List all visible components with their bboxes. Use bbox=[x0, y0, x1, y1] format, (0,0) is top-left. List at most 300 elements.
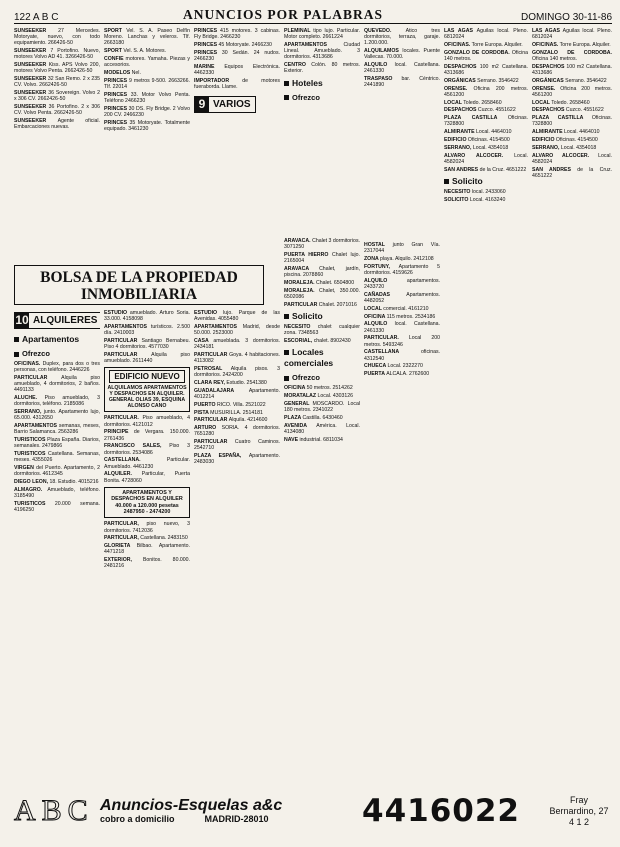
classified-ad bbox=[14, 28, 100, 47]
classified-ad bbox=[14, 465, 100, 477]
classified-ad bbox=[364, 256, 440, 262]
footer-line2: cobro a domicilio bbox=[100, 814, 175, 824]
classified-ad bbox=[194, 338, 280, 350]
footer-phone: 4416022 bbox=[362, 793, 520, 829]
column-4 bbox=[284, 28, 360, 228]
classified-ad bbox=[14, 423, 100, 435]
ad-text: Aguilas local. Pleno. 6812024 bbox=[444, 28, 528, 41]
classified-ad bbox=[14, 451, 100, 463]
ads-list-col6b bbox=[444, 86, 528, 173]
classified-ad bbox=[364, 371, 440, 377]
classified-ad bbox=[284, 62, 360, 74]
column-4-lower bbox=[284, 238, 360, 788]
ad-text: Castellana. Semanas, meses. 4355026 bbox=[14, 451, 100, 464]
ad-heading: NECESITO bbox=[284, 324, 318, 330]
ad-heading: DIEGO LEON, bbox=[14, 479, 50, 486]
ad-heading: PRINCIPE bbox=[104, 429, 134, 436]
varios-header bbox=[194, 96, 256, 113]
ad-heading: PARTICULAR bbox=[14, 375, 62, 381]
ad-heading: HOSTAL bbox=[364, 242, 393, 248]
classified-ad bbox=[194, 439, 280, 451]
ads-list-col1 bbox=[14, 28, 100, 131]
classified-ad bbox=[104, 106, 190, 118]
ad-text: Apartamento 5 dormitorios. 4159626 bbox=[364, 263, 440, 276]
footer-right bbox=[546, 795, 612, 828]
ad-text: comercial. 4161210 bbox=[383, 305, 429, 312]
classified-ad bbox=[14, 487, 100, 499]
ad-heading: APARTAMENTOS bbox=[104, 324, 151, 330]
ad-heading: APARTAMENTOS bbox=[284, 42, 344, 48]
ad-heading: ARTURO bbox=[194, 425, 222, 432]
ad-text: Oficinas. 4154500 bbox=[467, 136, 510, 143]
classified-ad bbox=[104, 120, 190, 132]
ad-heading: VIRGEN bbox=[14, 465, 37, 472]
classified-ad bbox=[284, 266, 360, 278]
ad-text: Toledo. 2658460 bbox=[463, 99, 502, 106]
ad-heading: TURISTICOS bbox=[14, 437, 48, 444]
classified-ad bbox=[284, 42, 360, 61]
ad-text: Goya. 4 habitaciones. 4113082 bbox=[194, 352, 280, 365]
ad-heading: SUNSEEKER bbox=[14, 76, 48, 83]
ad-text: Kiss. APS Volvo 200, motores Volvo Penta. 2662426-50 bbox=[14, 62, 100, 75]
classified-ad bbox=[284, 401, 360, 413]
classified-ad bbox=[364, 242, 440, 254]
ad-text: Cuatro Caminos. 2542710 bbox=[194, 439, 280, 452]
ad-text: chalet cualquier zona. 7348563 bbox=[284, 324, 360, 337]
classified-ad bbox=[364, 76, 440, 88]
footer-line1b: a&c bbox=[252, 797, 283, 814]
ad-text: del Puerto. Apartamento, 2 dormitorios. 4612345 bbox=[14, 465, 100, 478]
ad-text: RICO. Villa. 2521022 bbox=[216, 401, 266, 408]
ad-heading: SUNSEEKER bbox=[14, 28, 59, 34]
ad-heading: NECESITO bbox=[444, 188, 472, 195]
ad-text: Nel. bbox=[131, 70, 141, 76]
classified-ad bbox=[364, 335, 440, 347]
ad-heading: PARTICULAR bbox=[194, 439, 235, 446]
ad-heading: CLARA REY, bbox=[194, 380, 227, 386]
ad-heading: MORALEJA. bbox=[284, 287, 319, 294]
ad-heading: SPORT bbox=[104, 28, 127, 34]
solicito-heading: Solicito bbox=[284, 311, 360, 322]
ads-list-c4d bbox=[284, 385, 360, 443]
ad-text: industrial. 6811034 bbox=[299, 436, 343, 443]
classified-ad bbox=[104, 415, 190, 427]
ad-heading: EXTERIOR, bbox=[104, 557, 143, 564]
classified-ad bbox=[284, 252, 360, 264]
classified-ad bbox=[14, 395, 100, 407]
classified-ad bbox=[14, 90, 100, 102]
classified-ad bbox=[444, 64, 528, 76]
column-5-lower bbox=[364, 242, 440, 788]
ad-heading: TURISTICOS bbox=[14, 501, 55, 507]
ad-text: amueblado. Arturo Soria. 33.000. 4158098 bbox=[104, 310, 190, 323]
classified-ad bbox=[104, 543, 190, 555]
ad-text: Alquila piso amueblado. 2611440 bbox=[104, 352, 190, 365]
classified-ad bbox=[364, 28, 440, 47]
ad-text: Apartamento. 2483030 bbox=[194, 453, 280, 466]
ad-text: 45 Motoryate. 2466230 bbox=[218, 42, 272, 48]
ad-text: Alquila. 4214600 bbox=[228, 417, 268, 424]
ad-heading: PUERTA bbox=[364, 371, 387, 378]
ads-list-c1b bbox=[14, 361, 100, 513]
ad-heading: PISTA bbox=[194, 409, 211, 416]
column-6 bbox=[444, 28, 528, 788]
classified-ad bbox=[364, 306, 440, 312]
ad-text: semanas, meses, Barrio Salamanca. 2563286 bbox=[14, 423, 100, 436]
classified-ad bbox=[194, 453, 280, 465]
ad-text: Serrano. 3546422 bbox=[477, 77, 519, 84]
ad-heading: OFICINAS. bbox=[444, 42, 472, 48]
ad-heading: ALVARO ALCOCER. bbox=[532, 152, 599, 159]
ad-heading: FRANCISCO SALES, bbox=[104, 443, 170, 450]
ad-text: Torre Europa. Alquiler. bbox=[559, 42, 611, 48]
edificio-body: ALQUILAMOS APARTAMENTOS Y DESPACHOS EN ALQUILER. GENERAL OLIAS 39, ESQUINA ALONSO CANO bbox=[107, 385, 187, 410]
ad-text: de la Cruz. 4651222 bbox=[479, 166, 527, 173]
abc-logo: ABC bbox=[14, 794, 94, 827]
ad-heading: MORATALAZ bbox=[284, 393, 318, 399]
classified-ad bbox=[444, 167, 528, 173]
ad-text: Local. 4582024 bbox=[532, 152, 612, 165]
ad-text: oficinas. 4312540 bbox=[364, 349, 440, 362]
classified-ad bbox=[444, 137, 528, 143]
bolsa-line1: BOLSA DE LA PROPIEDAD bbox=[40, 269, 238, 286]
alquileres-label: ALQUILERES bbox=[33, 315, 98, 326]
ad-text: Aguilas local. Pleno. 6812024 bbox=[532, 28, 612, 41]
ad-heading: ALMIRANTE bbox=[444, 129, 476, 136]
ad-heading: PARTICULAR. bbox=[364, 335, 409, 342]
ad-heading: TURISTICOS bbox=[14, 451, 49, 458]
ad-text: piso nuevo, 3 dormitorios. 7412036 bbox=[104, 521, 190, 534]
ad-heading: ALVARO ALCOCER. bbox=[444, 152, 515, 159]
edificio-title: EDIFICIO NUEVO bbox=[109, 370, 184, 383]
ad-text: Piso amueblado, 4 dormitorios. 4121012 bbox=[104, 415, 190, 428]
classified-ad bbox=[284, 238, 360, 250]
ad-heading: MORALEJA. bbox=[284, 280, 316, 286]
ad-heading: PUERTA HIERRO bbox=[284, 252, 332, 258]
ad-text: Local. 4163240 bbox=[469, 196, 506, 203]
ad-text: Particular, Puerta Bonita. 4728060 bbox=[104, 471, 190, 484]
ad-heading: SERRANO, bbox=[444, 144, 473, 151]
ad-text: Oficinas. 4154500 bbox=[555, 136, 598, 143]
ad-heading: ESCORIAL, bbox=[284, 338, 314, 344]
ad-text: 36 Sovereign. Volvo 2 x 306 CV. 2662426-50 bbox=[14, 90, 100, 103]
ad-heading: PARTICULAR, bbox=[104, 521, 147, 528]
ad-text: Castilla. 6430460 bbox=[302, 414, 343, 421]
ad-text: SORIA. 4 dormitorios. 7651280 bbox=[194, 425, 280, 438]
ad-heading: SPORT bbox=[104, 48, 124, 55]
bolsa-banner bbox=[14, 265, 264, 305]
ads-list-col2 bbox=[104, 28, 190, 132]
ad-heading: PRINCES bbox=[194, 42, 219, 48]
ad-text: Alquila pisos. 3 dormitorios. 2424200 bbox=[194, 366, 280, 379]
classified-ad bbox=[104, 443, 190, 455]
classified-ad bbox=[444, 145, 528, 151]
classified-ad bbox=[14, 62, 100, 74]
classified-ad bbox=[532, 145, 612, 151]
classified-ad bbox=[194, 64, 280, 76]
locales-heading: Locales comerciales bbox=[284, 347, 334, 369]
ad-heading: TRASPASO bbox=[364, 76, 402, 83]
ad-heading: QUEVEDO. bbox=[364, 28, 406, 34]
alquileres-header bbox=[14, 312, 100, 329]
ad-text: Santiago Bernabeu. Piso 4 dormitorios. 4577030 bbox=[104, 338, 190, 351]
ads-list-col6c bbox=[444, 189, 528, 203]
ad-heading: PRINCES bbox=[104, 119, 130, 126]
ad-text: Ciudad Lineal. Amueblado. 3 dormitorios. 4313686 bbox=[284, 42, 360, 61]
ad-text: 50 metros. 2514262 bbox=[306, 385, 353, 392]
classified-ad bbox=[194, 50, 280, 62]
classified-ad bbox=[14, 48, 100, 60]
column-7 bbox=[532, 28, 612, 788]
classified-ad bbox=[14, 437, 100, 449]
ad-text: Cuzco. 4551622 bbox=[565, 107, 604, 114]
bolsa-line2: INMOBILIARIA bbox=[80, 286, 198, 303]
ad-heading: PLAZA CASTILLA bbox=[444, 115, 508, 122]
ad-heading: PARTICULAR bbox=[194, 352, 230, 358]
classified-ad bbox=[284, 302, 360, 308]
ad-heading: APARTAMENTOS bbox=[194, 324, 243, 330]
column-2 bbox=[104, 28, 190, 238]
classified-ad bbox=[284, 324, 360, 336]
classified-ad bbox=[194, 352, 280, 364]
ad-text: Oficina 200 metros. 4561200 bbox=[532, 85, 612, 98]
footer-address: MADRID-28010 bbox=[204, 814, 269, 824]
ad-heading: PLAZA bbox=[284, 414, 303, 421]
classified-ad bbox=[104, 324, 190, 336]
ad-heading: GLORIETA bbox=[104, 543, 137, 550]
ad-heading: ALQUILER. bbox=[104, 471, 142, 478]
newspaper-page bbox=[14, 6, 612, 844]
ads-list-c4b bbox=[284, 238, 360, 308]
footer-line1: Anuncios-Esquelas bbox=[100, 797, 249, 814]
ad-text: Torre Europa. Alquiler. bbox=[471, 42, 523, 48]
ad-text: Cuzco. 4551622 bbox=[477, 107, 516, 114]
column-3 bbox=[194, 28, 280, 188]
classified-ad bbox=[444, 86, 528, 98]
classified-ad bbox=[532, 115, 612, 127]
ad-text: apartamentos. 2433720 bbox=[364, 277, 440, 290]
ad-heading: GUADALAJARA bbox=[194, 387, 249, 394]
classified-ad bbox=[284, 338, 360, 344]
ad-text: Apartamentos. 4482052 bbox=[364, 291, 440, 304]
classified-ad bbox=[284, 423, 360, 435]
ad-heading: ALQUILO bbox=[364, 277, 407, 284]
ad-heading: ARAVACA. bbox=[284, 238, 313, 244]
ad-text: 100 m2 Castellana. 4313686 bbox=[532, 63, 612, 76]
ads-list-c4c bbox=[284, 324, 360, 344]
classified-ad bbox=[532, 64, 612, 76]
ad-heading: PARTICULAR. bbox=[104, 415, 143, 422]
classified-ad bbox=[194, 28, 280, 40]
ad-heading: CASTELLANA bbox=[364, 349, 421, 356]
page-header bbox=[14, 6, 612, 24]
ad-text: 20.000 semana. 4196250 bbox=[14, 501, 100, 514]
classified-ad bbox=[532, 50, 612, 62]
ad-heading: PUERTO bbox=[194, 401, 217, 408]
ad-text: de la Cruz. 4651222 bbox=[532, 166, 612, 179]
ad-heading: ALQUILO bbox=[364, 62, 395, 69]
ads-list-c2c bbox=[104, 415, 190, 483]
ad-text: Castellana. 2483150 bbox=[140, 535, 188, 542]
ads-list-col7b bbox=[532, 86, 612, 179]
ad-text: 415 motores. 3 cabinas. Fly Bridge. 2466230 bbox=[194, 28, 280, 41]
classified-ad bbox=[194, 417, 280, 423]
classified-ad bbox=[104, 338, 190, 350]
ad-text: junto Gran Vía. 2317044 bbox=[364, 242, 440, 255]
ad-text: lujo. Parque de las Avenidas. 4055480 bbox=[194, 310, 280, 323]
ad-heading: FORTUNY, bbox=[364, 263, 399, 270]
ad-heading: CASA bbox=[194, 338, 214, 344]
ad-text: 30 DS. Fly Bridge. 2 Volvo 200 CV. 2466230 bbox=[104, 105, 190, 118]
ad-heading: ORGÁNICAS bbox=[444, 77, 478, 84]
ad-text: Amueblado, teléfono. 3185490 bbox=[14, 487, 100, 500]
classified-ad bbox=[532, 78, 612, 84]
ad-text: 100 m2 Castellana. 4313686 bbox=[444, 63, 528, 76]
ad-heading: SUNSEEKER bbox=[14, 104, 49, 111]
varios-label: VARIOS bbox=[213, 98, 251, 110]
ad-heading: OFICINA bbox=[284, 385, 307, 392]
ad-heading: SUNSEEKER bbox=[14, 48, 51, 55]
classified-ad bbox=[194, 410, 280, 416]
column-3-lower bbox=[194, 310, 280, 788]
ad-text: Oficina 140 metros. bbox=[532, 56, 577, 62]
ad-heading: CAÑADAS bbox=[364, 291, 407, 298]
ad-text: MUSURILLA. 2514181 bbox=[210, 409, 263, 416]
classified-ad bbox=[104, 78, 190, 90]
ad-heading: ESTUDIO bbox=[104, 310, 130, 316]
ads-list-col4 bbox=[284, 28, 360, 75]
ad-text: 7 Portofino. Nuevo, motores Volvo AD 41. 3266426-50 bbox=[14, 48, 100, 61]
ad-text: motores. Yamaha. Piezas y accesorios. bbox=[104, 56, 190, 69]
ad-heading: SUNSEEKER bbox=[14, 62, 49, 69]
classified-ad bbox=[532, 28, 612, 40]
ad-text: América. Local. 4134080 bbox=[284, 422, 360, 435]
classified-ad bbox=[104, 429, 190, 441]
classified-ad bbox=[284, 385, 360, 391]
classified-ad bbox=[104, 92, 190, 104]
ad-text: Bilbao. Apartamento. 4471218 bbox=[104, 543, 190, 556]
ad-text: local. 2433060 bbox=[471, 188, 506, 195]
ad-heading: AVENIDA bbox=[284, 422, 317, 429]
ad-heading: IMPORTADOR bbox=[194, 77, 243, 84]
classified-ad bbox=[284, 437, 360, 443]
ad-heading: MARINE bbox=[194, 63, 225, 70]
classified-ad bbox=[364, 363, 440, 369]
ad-text: Local. 4464010 bbox=[564, 129, 600, 136]
classified-ad bbox=[104, 310, 190, 322]
section-title: ANUNCIOS POR PALABRAS bbox=[182, 7, 383, 22]
ad-heading: CENTRO bbox=[284, 62, 312, 69]
ad-heading: SUNSEEKER bbox=[14, 90, 49, 97]
ad-text: de Vergara. 150.000. 2761436 bbox=[104, 429, 190, 442]
classified-ad bbox=[194, 366, 280, 378]
ads-list-c5c bbox=[364, 314, 440, 378]
ad-heading: ALMAGRO. bbox=[14, 487, 48, 493]
ad-heading: PRINCES bbox=[104, 77, 130, 84]
ad-text: Oficina 200 metros. 4561200 bbox=[444, 85, 528, 98]
ad-heading: PRINCES bbox=[104, 105, 129, 112]
ad-text: Serrano. 3546422 bbox=[565, 77, 607, 84]
classified-ad bbox=[194, 42, 280, 48]
ad-text: Local. 4354018 bbox=[472, 144, 509, 151]
ads-list-c2b bbox=[104, 310, 190, 364]
ad-heading: EDIFICIO bbox=[444, 136, 468, 143]
ad-text: 18. Estudio. 4015216 bbox=[49, 479, 99, 486]
ad-text: locales. Puente Vallecas. 70.000. bbox=[364, 48, 440, 61]
classified-ad bbox=[364, 62, 440, 74]
ad-heading: PARTICULAR bbox=[284, 301, 319, 308]
classified-ad bbox=[364, 321, 440, 333]
classified-ad bbox=[444, 129, 528, 135]
ad-heading: SERRANO, bbox=[14, 409, 44, 416]
classified-ad bbox=[104, 471, 190, 483]
ad-heading: SUNSEEKER bbox=[14, 118, 58, 125]
ad-text: Colón. 80 metros. Exterior. bbox=[284, 62, 360, 75]
ad-text: playa. Alquilo. 2412108 bbox=[379, 256, 434, 262]
edificio-nuevo-ad bbox=[104, 367, 190, 412]
ad-heading: SERRANO, bbox=[532, 144, 561, 151]
ad-text: de motores fueraborda. Llame. bbox=[194, 77, 280, 90]
ad-heading: ZONA bbox=[364, 256, 380, 262]
ad-heading: LOCAL bbox=[364, 305, 384, 312]
ads-list-c2d bbox=[104, 521, 190, 569]
ad-heading: OFICINA bbox=[364, 313, 387, 320]
classified-ad bbox=[14, 501, 100, 513]
ad-heading: ARAVACA bbox=[284, 266, 320, 272]
ad-heading: PLAZA CASTILLA bbox=[532, 115, 592, 122]
ads-columns bbox=[14, 28, 612, 788]
ad-text: Chalet. 6504800 bbox=[316, 280, 355, 286]
ad-text: Toledo. 2658460 bbox=[551, 99, 590, 106]
classified-ad bbox=[364, 349, 440, 361]
ad-heading: PARTICULAR bbox=[104, 338, 142, 344]
ad-text: ALCALA. 2762600 bbox=[386, 371, 430, 378]
ad-text: Chalet, jardín, piscina. 2078860 bbox=[284, 266, 360, 279]
ad-heading: LAS AGAS bbox=[532, 28, 563, 34]
ofrezco-heading: Ofrezco bbox=[284, 92, 360, 103]
footer-service bbox=[100, 797, 336, 825]
classified-ad bbox=[284, 393, 360, 399]
ad-text: Equipos Electrónica. 4462330 bbox=[194, 63, 280, 76]
classified-ad bbox=[532, 86, 612, 98]
ad-heading: PARTICULAR bbox=[104, 352, 152, 358]
ad-heading: CASTELLANA. bbox=[104, 457, 167, 464]
ad-text: chalet. 8902430 bbox=[313, 338, 351, 344]
apartamentos-heading: Apartamentos bbox=[14, 334, 100, 345]
ad-heading: PLEMINAL bbox=[284, 28, 314, 34]
column-2-lower bbox=[104, 310, 190, 788]
page-number: 122 A B C bbox=[14, 12, 59, 23]
hoteles-heading: Hoteles bbox=[284, 78, 360, 89]
ad-text: Piso amueblado, 3 dormitorios, teléfono. 2185086 bbox=[14, 395, 100, 408]
ad-text: Local. 2322270 bbox=[387, 363, 423, 370]
classified-ad bbox=[284, 280, 360, 286]
ad-text: Madrid, desde 50.000. 2523000 bbox=[194, 324, 280, 337]
ad-heading: PARTICULAR bbox=[194, 417, 229, 424]
classified-ad bbox=[532, 137, 612, 143]
ad-text: Bonitos. 80.000. 2481216 bbox=[104, 557, 190, 570]
classified-ad bbox=[364, 278, 440, 290]
classified-ad bbox=[532, 153, 612, 165]
ad-text: Oficina 140 metros. bbox=[444, 49, 528, 62]
ad-heading: GONZALO DE CORDOBA. bbox=[532, 49, 612, 56]
classified-ad bbox=[444, 50, 528, 62]
ad-heading: SAN ANDRES bbox=[444, 166, 480, 173]
ad-heading: EDIFICIO bbox=[532, 136, 556, 143]
ad-heading: DESPACHOS bbox=[444, 107, 478, 114]
ad-text: Chalet, 350.000. 6502086 bbox=[284, 287, 360, 300]
classified-ad bbox=[104, 48, 190, 54]
